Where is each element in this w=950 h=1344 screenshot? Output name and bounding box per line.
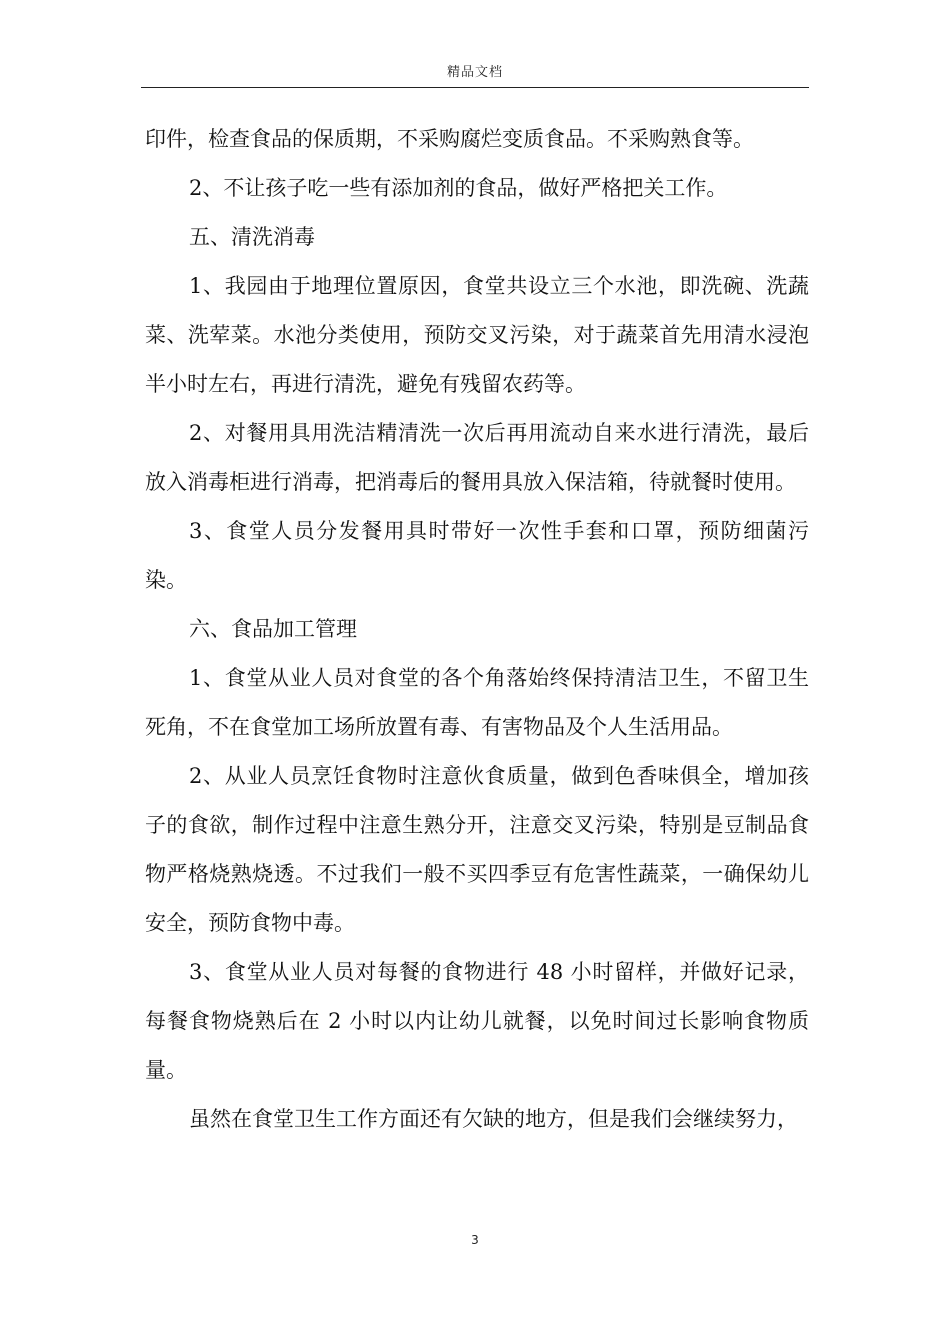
paragraph-closing: 虽然在食堂卫生工作方面还有欠缺的地方，但是我们会继续努力， (189, 1107, 798, 1131)
section-heading-food-processing: 六、食品加工管理 (189, 617, 357, 641)
paragraph-item-1-sinks: 1、我园由于地理位置原因，食堂共设立三个水池，即洗碗、洗蔬菜、洗荤菜。水池分类使用，预防交叉污染，对于蔬菜首先用清水浸泡半小时左右，再进行清洗，避免有残留农药等。 (145, 274, 809, 396)
paragraph-item-3-gloves: 3、食堂人员分发餐用具时带好一次性手套和口罩，预防细菌污染。 (145, 519, 809, 592)
paragraph-item-2-additives: 2、不让孩子吃一些有添加剂的食品，做好严格把关工作。 (189, 176, 728, 200)
document-body (145, 115, 809, 1144)
paragraph-item-2-cooking: 2、从业人员烹饪食物时注意伙食质量，做到色香味俱全，增加孩子的食欲，制作过程中注意生熟分开，注意交叉污染，特别是豆制品食物严格烧熟烧透。不过我们一般不买四季豆有危害性蔬菜，一确保幼儿安全，预防食物中毒。 (145, 764, 809, 935)
section-heading-cleaning: 五、清洗消毒 (189, 225, 315, 249)
header-divider (141, 87, 809, 88)
page-number: 3 (471, 1233, 479, 1247)
page-header: 精品文档 (446, 65, 503, 80)
paragraph-item-1-hygiene: 1、食堂从业人员对食堂的各个角落始终保持清洁卫生，不留卫生死角，不在食堂加工场所放置有毒、有害物品及个人生活用品。 (145, 666, 809, 739)
paragraph-item-2-tableware: 2、对餐用具用洗洁精清洗一次后再用流动自来水进行清洗，最后放入消毒柜进行消毒，把消毒后的餐用具放入保洁箱，待就餐时使用。 (145, 421, 809, 494)
paragraph-item-3-samples: 3、食堂从业人员对每餐的食物进行 48 小时留样，并做好记录，每餐食物烧熟后在 2 小时以内让幼儿就餐，以免时间过长影响食物质量。 (145, 960, 809, 1082)
paragraph-continuation: 印件，检查食品的保质期，不采购腐烂变质食品。不采购熟食等。 (145, 127, 754, 151)
